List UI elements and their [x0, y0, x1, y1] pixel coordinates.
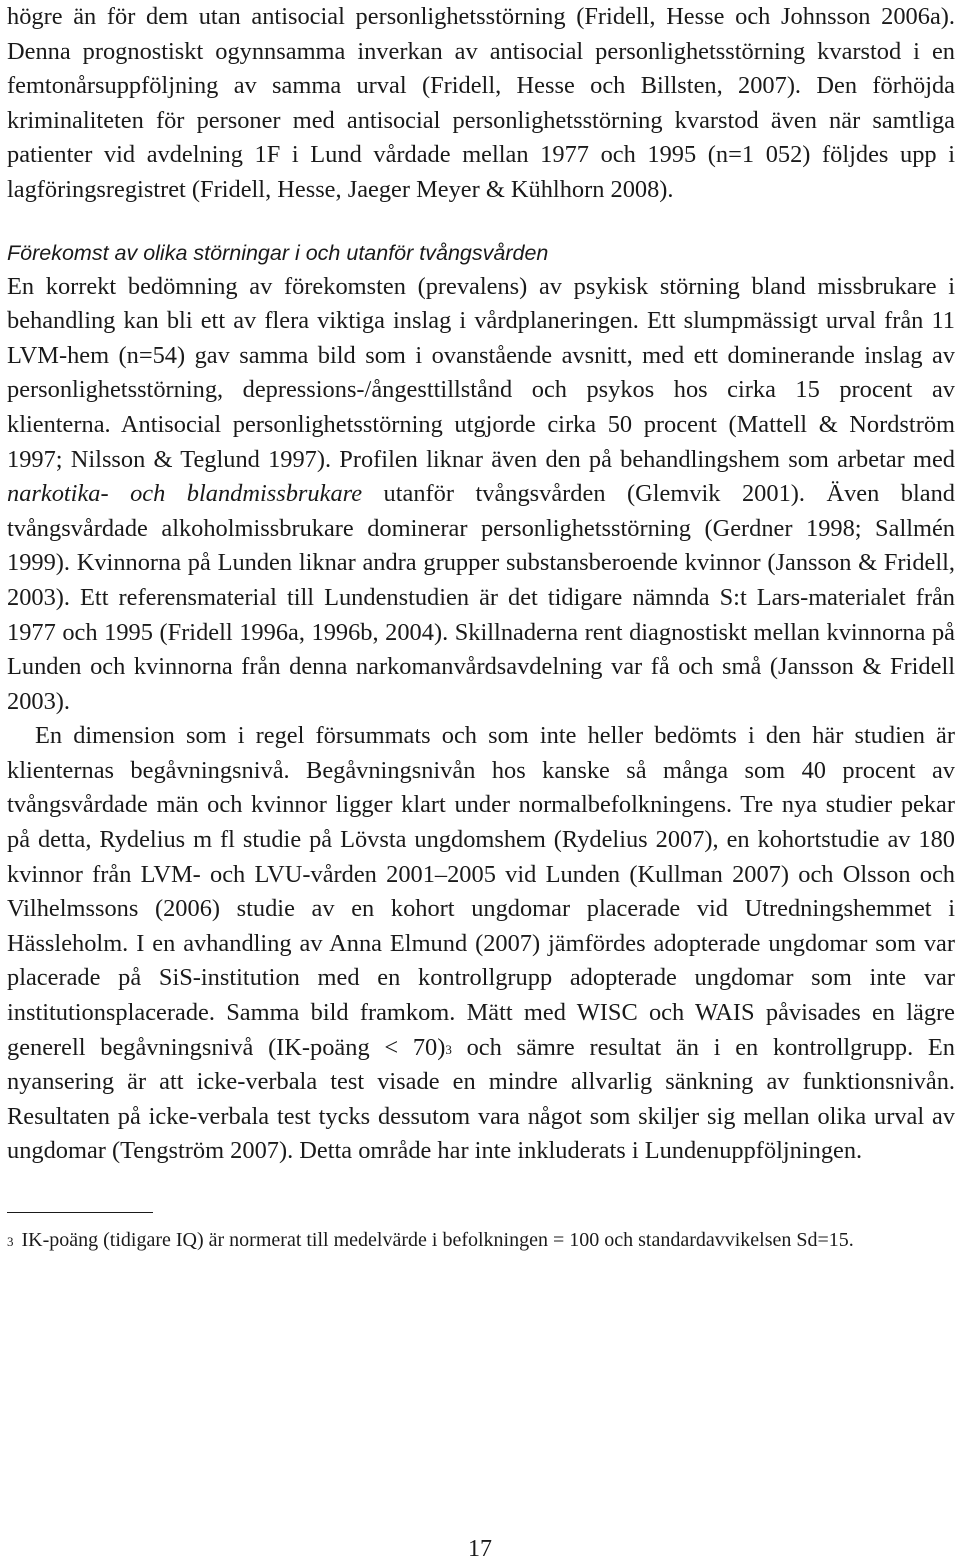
paragraph-text: högre än för dem utan antisocial personlighetsstörning (Fridell, Hesse och Johnsson 2006a). Denna prognostiskt ogynnsamma inverkan av antisocial personlighetsstörning kvarstod i en femtonårsuppföljning av samma urval (Fridell, Hesse och Billsten, 2007). Den förhöjda kriminaliteten för personer med antisocial personlighetsstörning kvarstod även när samtliga patienter vid avdelning 1F i Lund vårdade mellan 1977 och 1995 (n=1 052) följdes upp i lagföringsregistret (Fridell, Hesse, Jaeger Meyer & Kühlhorn 2008). — [7, 3, 955, 203]
footnote-divider — [7, 1212, 153, 1213]
paragraph-text: utanför tvångsvården (Glemvik 2001). Även bland tvångsvårdade alkoholmissbrukare dominerar personlighetsstörning (Gerdner 1998; Sallmén 1999). Kvinnorna på Lunden liknar andra grupper substansberoende kvinnor (Jansson & Fridell, 2003). Ett referensmaterial till Lundenstudien är det tidigare nämnda S:t Lars-materialet från 1977 och 1995 (Fridell 1996a, 1996b, 2004). Skillnaderna rent diagnostiskt mellan kvinnorna på Lunden och kvinnorna från denna narkomanvårdsavdelning var få och små (Jansson & Fridell 2003). — [7, 480, 955, 715]
footnote — [7, 1225, 955, 1255]
italic-term: narkotika- och blandmissbrukare — [7, 480, 363, 508]
section-heading: Förekomst av olika störningar i och utanför tvångsvården — [7, 240, 549, 265]
paragraph-text: En korrekt bedömning av förekomsten (prevalens) av psykisk störning bland missbrukare i behandling kan bli ett av flera viktiga inslag i vårdplaneringen. Ett slumpmässigt urval från 11 LVM-hem (n=54) gav samma bild som i ovanstående avsnitt, med ett dominerande inslag av personlighetsstörning, depressions-/ångesttillstånd och psykos hos cirka 15 procent av klienterna. Antisocial personlighetsstörning utgjorde cirka 50 procent (Mattell & Nordström 1997; Nilsson & Teglund 1997). Profilen liknar även den på behandlingshem som arbetar med — [7, 272, 955, 473]
page-number: 17 — [468, 1536, 492, 1562]
body-paragraph — [7, 719, 955, 1169]
footnote-text: IK-poäng (tidigare IQ) är normerat till medelvärde i befolkningen = 100 och standardavvikelsen Sd=15. — [21, 1229, 854, 1251]
footnote-reference[interactable]: 3 — [445, 1041, 452, 1057]
document-page — [7, 0, 955, 1255]
paragraph-text: En dimension som i regel försummats och som inte heller bedömts i den här studien är klienternas begåvningsnivå. Begåvningsnivån hos kanske så många som 40 procent av tvångsvårdade män och kvinnor ligger klart under normalbefolkningens. Tre nya studier pekar på detta, Rydelius m fl studie på Lövsta ungdomshem (Rydelius 2007), en kohortstudie av 180 kvinnor från LVM- och LVU-vården 2001–2005 vid Lunden (Kullman 2007) och Olsson och Vilhelmssons (2006) studie av en kohort ungdomar placerade vid Utredningshemmet i Hässleholm. I en avhandling av Anna Elmund (2007) jämfördes adopterade ungdomar som var placerade på SiS-institution med en kontrollgrupp adopterade ungdomar som inte var institutionsplacerade. Samma bild framkom. Mätt med WISC och WAIS påvisades en lägre generell begåvningsnivå (IK-poäng < 70) — [7, 722, 955, 1061]
footnote-mark: 3 — [7, 1234, 14, 1249]
body-paragraph — [7, 270, 955, 720]
body-paragraph — [7, 0, 955, 208]
paragraph-text: och sämre resultat än i en kontrollgrupp. En nyansering är att icke-verbala test visade en mindre allvarlig sänkning av funktionsnivån. Resultaten på icke-verbala test tycks dessutom vara något som skiljer sig mellan olika urval av ungdomar (Tengström 2007). Detta område har inte inkluderats i Lundenuppföljningen. — [7, 1033, 955, 1165]
